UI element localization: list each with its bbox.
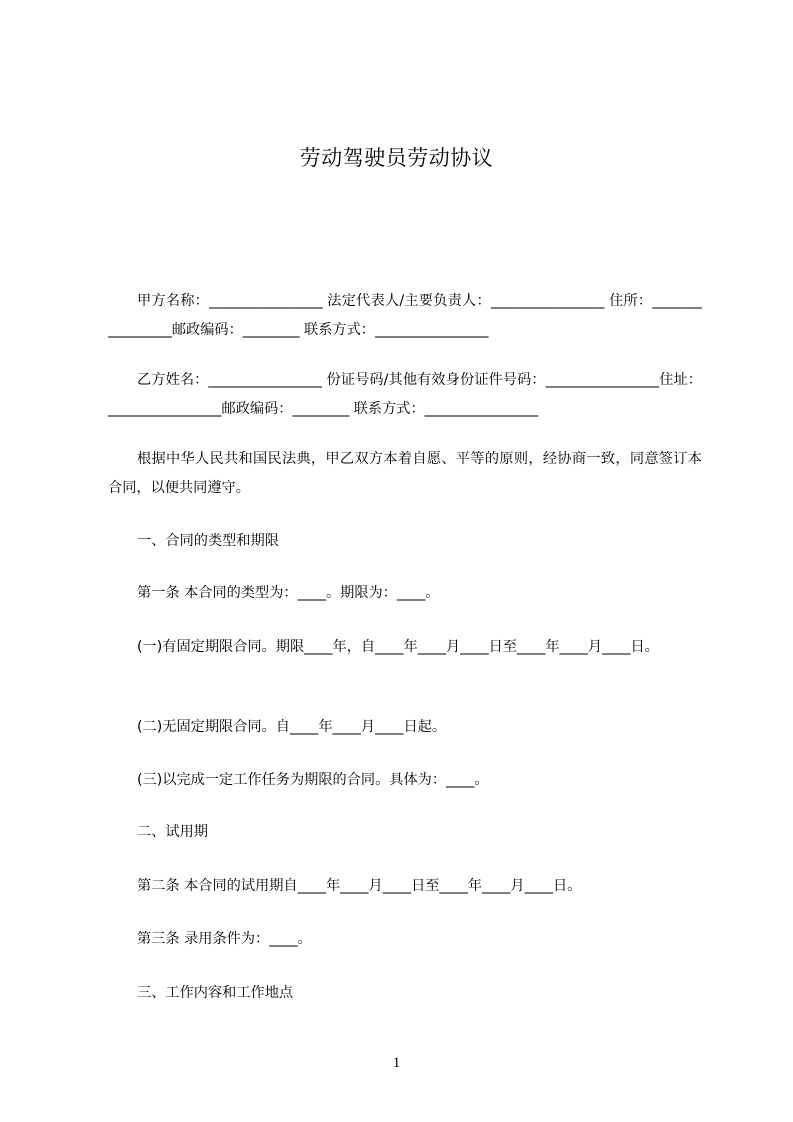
section-heading-contract-type: 一、合同的类型和期限 [137,533,279,549]
preamble-paragraph: 根据中华人民共和国民法典，甲乙双方本着自愿、平等的原则，经协商一致，同意签订本合同，以便共同遵守。 [108,451,702,496]
clause-open-ended: (二)无固定期限合同。自____年____月____日起。 [137,719,447,735]
section-heading-work-content: 三、工作内容和工作地点 [137,985,294,1001]
clause-task-based: (三)以完成一定工作任务为期限的合同。具体为：____。 [137,772,489,788]
article-2: 第二条 本合同的试用期自____年____月____日至____年____月____日。 [137,878,582,894]
article-3: 第三条 录用条件为：____。 [137,931,312,947]
party-b-info: 乙方姓名：________________ 份证号码/其他有效身份证件号码：________________住址：________________邮政编码：________ 联系方式：________________ [108,372,702,417]
party-a-info: 甲方名称：________________ 法定代表人/主要负责人：________________ 住所：________________邮政编码：________ 联系方式：________________ [108,293,702,338]
clause-fixed-term: (一)有固定期限合同。期限____年，自____年____月____日至____年____月____日。 [137,639,659,655]
section-heading-probation: 二、试用期 [137,824,208,840]
page-number: 1 [392,1055,401,1071]
document-title: 劳动驾驶员劳动协议 [299,146,494,170]
article-1: 第一条 本合同的类型为：____。期限为：____。 [137,585,440,601]
